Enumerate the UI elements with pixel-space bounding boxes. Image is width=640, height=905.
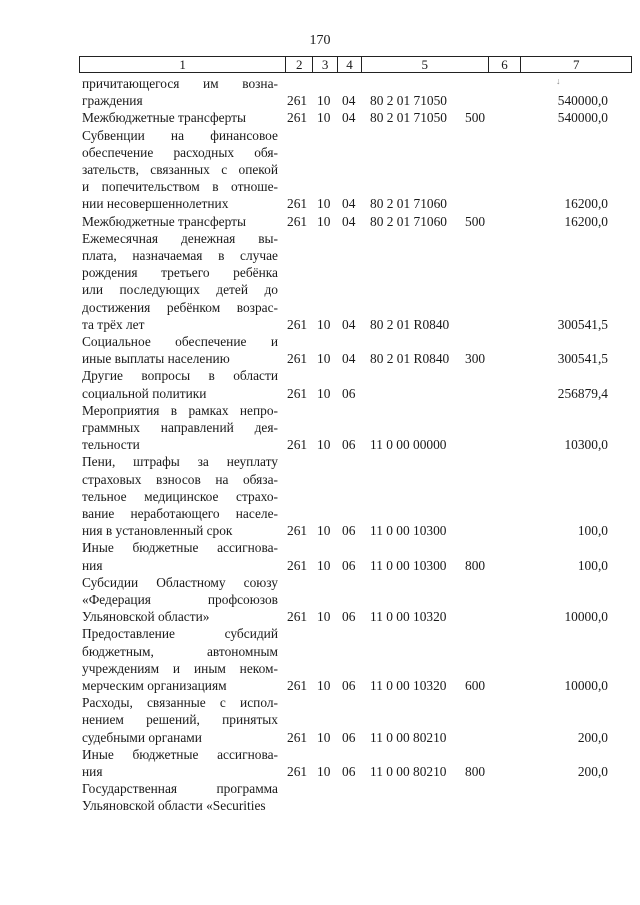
description-line: судебными органами [82, 729, 202, 745]
row-description [82, 127, 278, 213]
description-line: страховых взносов на обяза- [82, 471, 278, 487]
table-row [0, 694, 640, 746]
row-description [82, 367, 278, 401]
table-row [0, 109, 640, 126]
cell-c6: 500 [465, 110, 486, 126]
cell-c2: 261 [287, 763, 308, 779]
cell-c7: 10000,0 [564, 609, 608, 625]
description-line: тельности [82, 437, 140, 453]
cell-c3: 10 [317, 609, 331, 625]
scan-mark: ↓ [556, 76, 561, 86]
cell-c3: 10 [317, 316, 331, 332]
cell-c2: 261 [287, 110, 308, 126]
cell-c5: 11 0 00 10300 [370, 557, 447, 573]
cell-c4: 06 [342, 557, 356, 573]
description-line: Предоставление субсидий [82, 626, 278, 642]
page-number: 170 [309, 33, 331, 48]
description-line: или последующих детей до [82, 282, 278, 298]
cell-c4: 06 [342, 729, 356, 745]
row-description [82, 694, 278, 746]
description-line: вание неработающего населе- [82, 505, 278, 521]
cell-c4: 04 [342, 196, 356, 212]
cell-c4: 04 [342, 213, 356, 229]
cell-c5: 11 0 00 00000 [370, 437, 447, 453]
cell-c7: 10300,0 [564, 437, 608, 453]
row-description [82, 75, 278, 109]
cell-c7: 16200,0 [564, 196, 608, 212]
cell-c6: 800 [465, 557, 486, 573]
row-description [82, 746, 278, 780]
table-row [0, 213, 640, 230]
description-line: Субсидии Областному союзу [82, 574, 278, 590]
table-header [79, 56, 632, 73]
description-line: граждения [82, 93, 143, 109]
cell-c4: 06 [342, 763, 356, 779]
cell-c2: 261 [287, 93, 308, 109]
description-line: Государственная программа [82, 781, 278, 797]
table-row [0, 127, 640, 213]
cell-c5: 11 0 00 10300 [370, 523, 447, 539]
cell-c2: 261 [287, 437, 308, 453]
table-row [0, 367, 640, 401]
cell-c5: 11 0 00 10320 [370, 677, 447, 693]
description-line: Иные бюджетные ассигнова- [82, 746, 278, 762]
cell-c4: 06 [342, 385, 356, 401]
row-description [82, 780, 278, 814]
row-description [82, 213, 278, 230]
cell-c5: 80 2 01 71060 [370, 213, 447, 229]
cell-c7: 16200,0 [564, 213, 608, 229]
row-description [82, 625, 278, 694]
header-col-1: 1 [80, 57, 286, 72]
description-line: граммных направлений дея- [82, 419, 278, 435]
description-line: Ежемесячная денежная вы- [82, 230, 278, 246]
cell-c7: 540000,0 [557, 93, 608, 109]
cell-c2: 261 [287, 729, 308, 745]
cell-c4: 04 [342, 93, 356, 109]
cell-c4: 06 [342, 677, 356, 693]
cell-c5: 11 0 00 80210 [370, 729, 447, 745]
cell-c3: 10 [317, 213, 331, 229]
cell-c5: 11 0 00 80210 [370, 763, 447, 779]
description-line: Межбюджетные трансферты [82, 213, 246, 229]
description-line: та трёх лет [82, 316, 145, 332]
cell-c5: 80 2 01 71050 [370, 93, 447, 109]
cell-c7: 300541,5 [557, 351, 608, 367]
cell-c3: 10 [317, 557, 331, 573]
cell-c7: 200,0 [577, 763, 608, 779]
cell-c6: 600 [465, 677, 486, 693]
description-line: Пени, штрафы за неуплату [82, 454, 278, 470]
table-row [0, 539, 640, 573]
row-description [82, 230, 278, 333]
description-line: «Федерация профсоюзов [82, 591, 278, 607]
cell-c5: 80 2 01 71060 [370, 196, 447, 212]
header-col-5: 5 [362, 57, 489, 72]
row-description [82, 333, 278, 367]
description-line: нии несовершеннолетних [82, 196, 229, 212]
cell-c2: 261 [287, 677, 308, 693]
cell-c4: 06 [342, 437, 356, 453]
table-row [0, 333, 640, 367]
description-line: Иные бюджетные ассигнова- [82, 540, 278, 556]
description-line: учреждениям и иным неком- [82, 660, 278, 676]
cell-c7: 300541,5 [557, 316, 608, 332]
row-description [82, 574, 278, 626]
description-line: Ульяновской области «Securities [82, 798, 266, 814]
row-description [82, 539, 278, 573]
row-description [82, 402, 278, 454]
cell-c7: 200,0 [577, 729, 608, 745]
cell-c3: 10 [317, 523, 331, 539]
description-line: ния [82, 763, 103, 779]
description-line: и попечительством в отноше- [82, 179, 278, 195]
row-description [82, 109, 278, 126]
cell-c3: 10 [317, 110, 331, 126]
description-line: нением решений, принятых [82, 712, 278, 728]
table-row [0, 230, 640, 333]
cell-c5: 11 0 00 10320 [370, 609, 447, 625]
cell-c7: 100,0 [577, 523, 608, 539]
cell-c3: 10 [317, 196, 331, 212]
description-line: плата, назначаемая в случае [82, 247, 278, 263]
table-row [0, 746, 640, 780]
cell-c2: 261 [287, 316, 308, 332]
cell-c4: 06 [342, 523, 356, 539]
description-line: Ульяновской области» [82, 609, 210, 625]
description-line: рождения третьего ребёнка [82, 265, 278, 281]
description-line: тельное медицинское страхо- [82, 488, 278, 504]
description-line: социальной политики [82, 385, 207, 401]
cell-c4: 04 [342, 351, 356, 367]
description-line: Расходы, связанные с испол- [82, 695, 278, 711]
cell-c3: 10 [317, 677, 331, 693]
cell-c7: 540000,0 [557, 110, 608, 126]
cell-c6: 500 [465, 213, 486, 229]
cell-c2: 261 [287, 196, 308, 212]
cell-c2: 261 [287, 351, 308, 367]
header-col-3: 3 [313, 57, 338, 72]
table-row [0, 625, 640, 694]
cell-c3: 10 [317, 729, 331, 745]
header-col-6: 6 [489, 57, 522, 72]
cell-c3: 10 [317, 437, 331, 453]
description-line: зательств, связанных с опекой [82, 161, 278, 177]
table-row [0, 75, 640, 109]
cell-c7: 10000,0 [564, 677, 608, 693]
cell-c2: 261 [287, 213, 308, 229]
cell-c3: 10 [317, 763, 331, 779]
description-line: иные выплаты населению [82, 351, 230, 367]
description-line: ния в установленный срок [82, 523, 233, 539]
description-line: ния [82, 557, 103, 573]
header-col-4: 4 [338, 57, 362, 72]
cell-c5: 80 2 01 R0840 [370, 351, 450, 367]
description-line: Субвенции на финансовое [82, 127, 278, 143]
cell-c7: 256879,4 [557, 385, 608, 401]
description-line: мерческим организациям [82, 677, 227, 693]
description-line: обеспечение расходных обя- [82, 144, 278, 160]
cell-c2: 261 [287, 609, 308, 625]
cell-c6: 300 [465, 351, 486, 367]
cell-c4: 04 [342, 316, 356, 332]
description-line: причитающегося им возна- [82, 76, 278, 91]
description-line: бюджетным, автономным [82, 643, 278, 659]
header-col-7: 7 [572, 57, 580, 72]
cell-c3: 10 [317, 93, 331, 109]
cell-c5: 80 2 01 R0840 [370, 316, 450, 332]
cell-c3: 10 [317, 385, 331, 401]
cell-c4: 06 [342, 609, 356, 625]
description-line: Социальное обеспечение и [82, 333, 278, 349]
cell-c3: 10 [317, 351, 331, 367]
row-description [82, 453, 278, 539]
header-col-2: 2 [286, 57, 313, 72]
cell-c7: 100,0 [577, 557, 608, 573]
description-line: достижения ребёнком возрас- [82, 299, 278, 315]
table-row [0, 402, 640, 454]
table-row [0, 574, 640, 626]
cell-c2: 261 [287, 385, 308, 401]
description-line: Межбюджетные трансферты [82, 110, 246, 126]
table-row [0, 453, 640, 539]
cell-c6: 800 [465, 763, 486, 779]
table-row [0, 780, 640, 814]
description-line: Мероприятия в рамках непро- [82, 402, 278, 418]
description-line: Другие вопросы в области [82, 368, 278, 384]
budget-table-body [0, 75, 640, 814]
cell-c4: 04 [342, 110, 356, 126]
cell-c5: 80 2 01 71050 [370, 110, 447, 126]
cell-c2: 261 [287, 557, 308, 573]
cell-c2: 261 [287, 523, 308, 539]
